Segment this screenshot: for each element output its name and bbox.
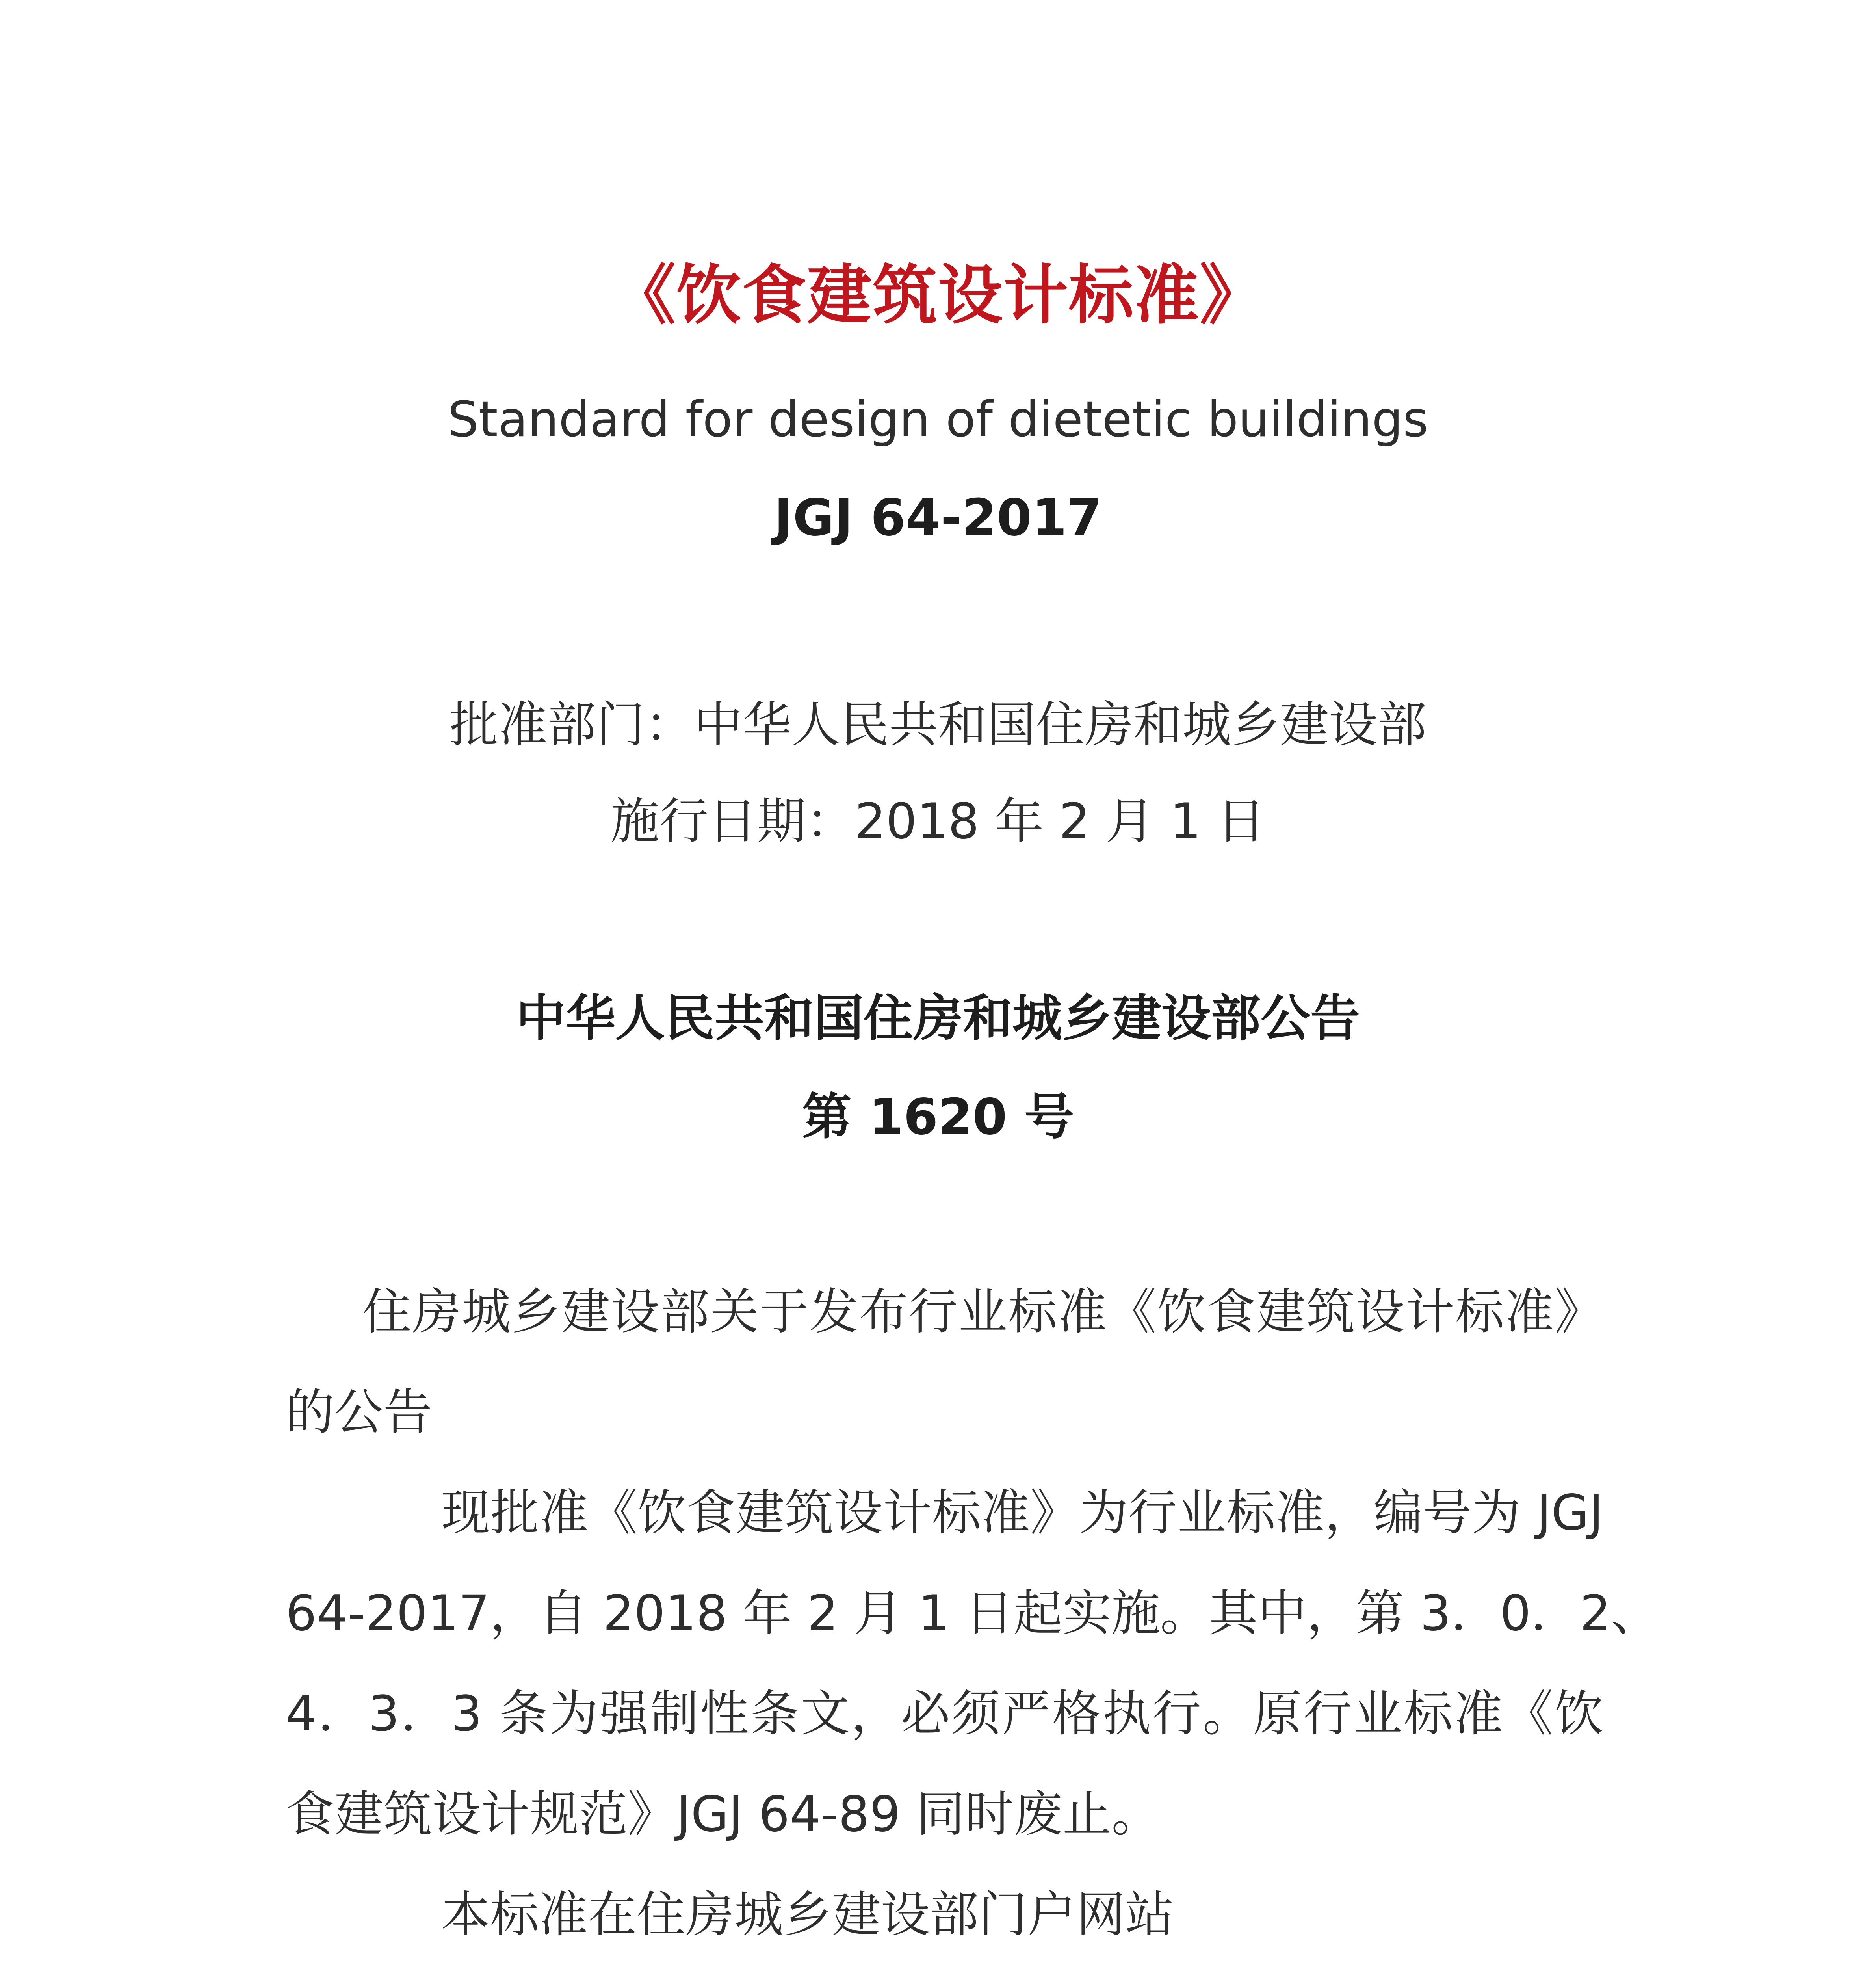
document-title: 《饮食建筑设计标准》 <box>611 258 1265 333</box>
paragraph2-line3: 4．3．3 条为强制性条文，必须严格执行。原行业标准《饮 <box>286 1686 1603 1742</box>
paragraph2-line2: 64-2017，自 2018 年 2 月 1 日起实施。其中，第 3．0．2、 <box>286 1585 1660 1642</box>
announcement-number: 第 1620 号 <box>802 1088 1074 1146</box>
effective-date: 施行日期：2018 年 2 月 1 日 <box>610 793 1266 850</box>
paragraph2-line1: 现批准《饮食建筑设计标准》为行业标准，编号为 JGJ <box>441 1485 1603 1541</box>
paragraph2-line4: 食建筑设计规范》JGJ 64-89 同时废止。 <box>286 1786 1161 1843</box>
paragraph3-line1: 本标准在住房城乡建设部门户网站 <box>441 1886 1174 1943</box>
english-subtitle: Standard for design of dietetic buildings <box>448 391 1428 448</box>
approval-department: 批准部门：中华人民共和国住房和城乡建设部 <box>449 697 1427 753</box>
standard-code: JGJ 64-2017 <box>774 489 1102 547</box>
paragraph1-line1: 住房城乡建设部关于发布行业标准《饮食建筑设计标准》 <box>362 1284 1603 1340</box>
announcement-title: 中华人民共和国住房和城乡建设部公告 <box>516 989 1360 1047</box>
paragraph1-line2: 的公告 <box>286 1384 433 1441</box>
